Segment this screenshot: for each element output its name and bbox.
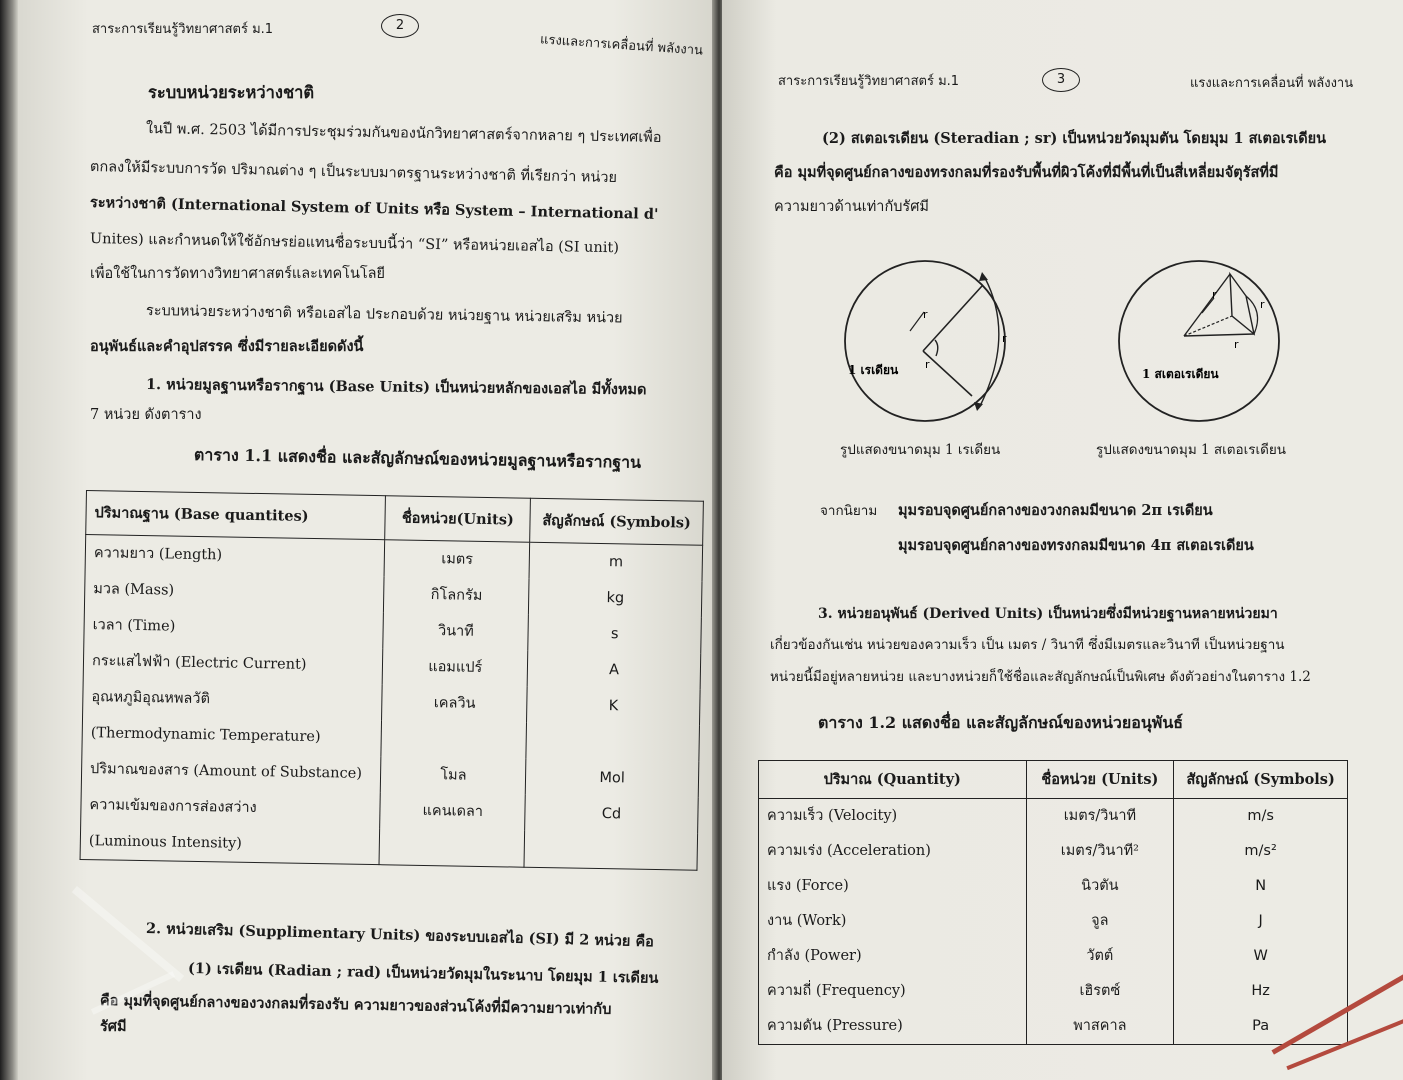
table2-symbol-cell: Hz (1174, 974, 1348, 1009)
p5-line-3: รัศมี (100, 1018, 127, 1035)
p1-line-5: เพื่อใช้ในการวัดทางวิทยาศาสตร์และเทคโนโลยี (90, 266, 386, 282)
table1-quantity-cell: อุณหภูมิอุณหพลวัติ (83, 679, 383, 720)
left-page-number: 2 (381, 14, 419, 38)
left-header-topic: แรงและการเคลื่อนที่ พลังงาน (539, 32, 704, 59)
section-heading: ระบบหน่วยระหว่างชาติ (148, 83, 315, 102)
p1-line-4: Unites) และกำหนดให้ใช้อักษรย่อแทนชื่อระบบนี้ว่า “SI” หรือหน่วยเอสไอ (SI unit) (89, 231, 620, 257)
table2-unit-cell: เมตร/วินาที (1026, 799, 1174, 835)
derived-units-table (758, 760, 1348, 1045)
table1-title: ตาราง 1.1 แสดงชื่อ และสัญลักษณ์ของหน่วยมูลฐานหรือรากฐาน (193, 445, 642, 472)
table1-header-quantity: ปริมาณฐาน (Base quantites) (86, 491, 386, 540)
definition-2: มุมรอบจุดศูนย์กลางของทรงกลมมีขนาด 4π สเตอเรเดียน (898, 537, 1254, 554)
table2-unit-cell: เฮิรตซ์ (1026, 974, 1174, 1009)
table1-symbol-cell (526, 723, 699, 762)
table2-header-quantity: ปริมาณ (Quantity) (759, 761, 1027, 799)
table1-symbol-cell: K (527, 687, 700, 726)
r-p1-line-2: คือ มุมที่จุดศูนย์กลางของทรงกลมที่รองรับพื้นที่ผิวโค้งที่มีพื้นที่เป็นสี่เหลี่ยมจัตุรัสที่มี (774, 164, 1279, 181)
p3-line-2: 7 หน่วย ดังตาราง (90, 407, 202, 423)
base-units-table (80, 490, 704, 871)
table2-quantity-cell: งาน (Work) (759, 904, 1027, 939)
fig1-r-label-arc: r (1002, 332, 1007, 345)
p1-line-1: ในปี พ.ศ. 2503 ได้มีการประชุมร่วมกันของนักวิทยาศาสตร์จากหลาย ๆ ประเทศเพื่อ (145, 121, 662, 146)
table1-symbol-cell: m (529, 542, 702, 582)
table1-symbol-cell: Cd (525, 795, 698, 834)
table1-unit-cell: กิโลกรัม (384, 576, 529, 615)
definition-1: มุมรอบจุดศูนย์กลางของวงกลมมีขนาด 2π เรเดียน (898, 502, 1213, 519)
table1-unit-cell: แอมแปร์ (383, 648, 528, 687)
fig2-caption: รูปแสดงขนาดมุม 1 สเตอเรเดียน (1096, 442, 1287, 458)
table1-quantity-cell: (Thermodynamic Temperature) (82, 715, 382, 756)
table1-header-unit: ชื่อหน่วย(Units) (385, 496, 531, 543)
table2-quantity-cell: ความถี่ (Frequency) (759, 974, 1027, 1009)
fig2-r-label-bottom: r (1234, 338, 1239, 351)
table2-row (759, 869, 1348, 904)
p3-line-1: 1. หน่วยมูลฐานหรือรากฐาน (Base Units) เป็นหน่วยหลักของเอสไอ มีทั้งหมด (145, 376, 647, 399)
table1-symbol-cell: kg (529, 579, 702, 618)
fig2-label: 1 สเตอเรเดียน (1142, 367, 1219, 381)
table2-symbol-cell: m/s (1174, 799, 1348, 835)
table2-header-unit: ชื่อหน่วย (Units) (1026, 761, 1174, 799)
table1-quantity-cell: เวลา (Time) (84, 607, 384, 648)
table1-header-symbol: สัญลักษณ์ (Symbols) (530, 498, 703, 545)
p4-line: 2. หน่วยเสริม (Supplimentary Units) ของระบบเอสไอ (SI) มี 2 หน่วย คือ (145, 920, 655, 951)
table2-quantity-cell: กำลัง (Power) (759, 939, 1027, 974)
fig1-r-label-top: r (923, 308, 928, 321)
table2-row (759, 904, 1348, 939)
table2-row (759, 974, 1348, 1009)
table1-symbol-cell: A (527, 651, 700, 690)
fig2-r-label-top: r (1212, 288, 1217, 301)
table1-quantity-cell: กระแสไฟฟ้า (Electric Current) (83, 643, 383, 684)
table1-unit-cell: เมตร (384, 540, 529, 579)
table1-unit-cell: วินาที (383, 612, 528, 651)
right-header-subject: สาระการเรียนรู้วิทยาศาสตร์ ม.1 (778, 74, 960, 89)
table2-row (759, 799, 1348, 835)
fig1-label: 1 เรเดียน (848, 363, 899, 377)
table2-row (759, 939, 1348, 974)
table1-symbol-cell: s (528, 615, 701, 654)
fig1-caption: รูปแสดงขนาดมุม 1 เรเดียน (840, 442, 1001, 458)
table2-unit-cell: นิวตัน (1026, 869, 1174, 904)
fig2-r-label-side: r (1260, 298, 1265, 311)
steradian-diagram (1114, 256, 1284, 426)
table2-symbol-cell: Pa (1174, 1009, 1348, 1045)
table2-quantity-cell: แรง (Force) (759, 869, 1027, 904)
p5-line-1: (1) เรเดียน (Radian ; rad) เป็นหน่วยวัดมุมในระนาบ โดยมุม 1 เรเดียน (187, 960, 659, 987)
table2-title: ตาราง 1.2 แสดงชื่อ และสัญลักษณ์ของหน่วยอนุพันธ์ (818, 713, 1184, 732)
table2-quantity-cell: ความเร็ว (Velocity) (759, 799, 1027, 835)
r-p1-line-1: (2) สเตอเรเดียน (Steradian ; sr) เป็นหน่วยวัดมุมตัน โดยมุม 1 สเตอเรเดียน (822, 130, 1327, 147)
table1-symbol-cell (524, 831, 697, 871)
table2-unit-cell: เมตร/วินาที² (1026, 834, 1174, 869)
left-page (18, 0, 718, 1080)
table1-unit-cell (381, 720, 526, 759)
table1-unit-cell: โมล (381, 756, 526, 795)
r-p2-line-2: เกี่ยวข้องกันเช่น หน่วยของความเร็ว เป็น เมตร / วินาที ซึ่งมีเมตรและวินาที เป็นหน่วยฐาน (770, 637, 1285, 653)
right-header-topic: แรงและการเคลื่อนที่ พลังงาน (1190, 76, 1354, 91)
table2-unit-cell: วัตต์ (1026, 939, 1174, 974)
table2-unit-cell: จูล (1026, 904, 1174, 939)
r-p1-line-3: ความยาวด้านเท่ากับรัศมี (774, 199, 929, 215)
table2-symbol-cell: J (1174, 904, 1348, 939)
table1-symbol-cell: Mol (526, 759, 699, 798)
table2-quantity-cell: ความดัน (Pressure) (759, 1009, 1027, 1045)
fig1-r-label-bottom: r (925, 358, 930, 371)
table2-quantity-cell: ความเร่ง (Acceleration) (759, 834, 1027, 869)
p1-line-2: ตกลงให้มีระบบการวัด ปริมาณต่าง ๆ เป็นระบบมาตรฐานระหว่างชาติ ที่เรียกว่า หน่วย (89, 159, 618, 187)
right-page (722, 0, 1403, 1080)
table1-quantity-cell: ความยาว (Length) (85, 535, 385, 577)
table2-symbol-cell: m/s² (1174, 834, 1348, 869)
table2-row (759, 1009, 1348, 1045)
table1-quantity-cell: ปริมาณของสาร (Amount of Substance) (81, 751, 381, 792)
table2-header-symbol: สัญลักษณ์ (Symbols) (1174, 761, 1348, 799)
table1-quantity-cell: (Luminous Intensity) (80, 823, 380, 865)
r-p2-line-3: หน่วยนี้มีอยู่หลายหน่วย และบางหน่วยก็ใช้ชื่อและสัญลักษณ์เป็นพิเศษ ดังตัวอย่างในตาราง 1.2 (770, 669, 1311, 685)
p2-line-1: ระบบหน่วยระหว่างชาติ หรือเอสไอ ประกอบด้วย หน่วยฐาน หน่วยเสริม หน่วย (145, 303, 623, 327)
table1-unit-cell (379, 828, 524, 867)
table1-unit-cell: แคนเดลา (380, 792, 525, 831)
r-p2-line-1: 3. หน่วยอนุพันธ์ (Derived Units) เป็นหน่วยซึ่งมีหน่วยฐานหลายหน่วยมา (818, 606, 1278, 622)
p2-line-2: อนุพันธ์และคำอุปสรรค ซึ่งมีรายละเอียดดังนี้ (90, 338, 364, 355)
table2-symbol-cell: N (1174, 869, 1348, 904)
table1-unit-cell: เคลวิน (382, 684, 527, 723)
table1-quantity-cell: มวล (Mass) (84, 571, 384, 612)
book-edge (0, 0, 18, 1080)
table2-row (759, 834, 1348, 869)
definition-prefix: จากนิยาม (820, 503, 878, 519)
left-header-subject: สาระการเรียนรู้วิทยาศาสตร์ ม.1 (92, 22, 274, 37)
right-page-number: 3 (1042, 68, 1080, 92)
table2-symbol-cell: W (1174, 939, 1348, 974)
p1-line-3: ระหว่างชาติ (International System of Units หรือ System – International d' (89, 194, 659, 223)
table1-quantity-cell: ความเข้มของการส่องสว่าง (81, 787, 381, 828)
table2-unit-cell: พาสคาล (1026, 1009, 1174, 1045)
radian-diagram (840, 256, 1010, 426)
p5-line-2: คือ มุมที่จุดศูนย์กลางของวงกลมที่รองรับ ความยาวของส่วนโค้งที่มีความยาวเท่ากับ (99, 992, 612, 1018)
